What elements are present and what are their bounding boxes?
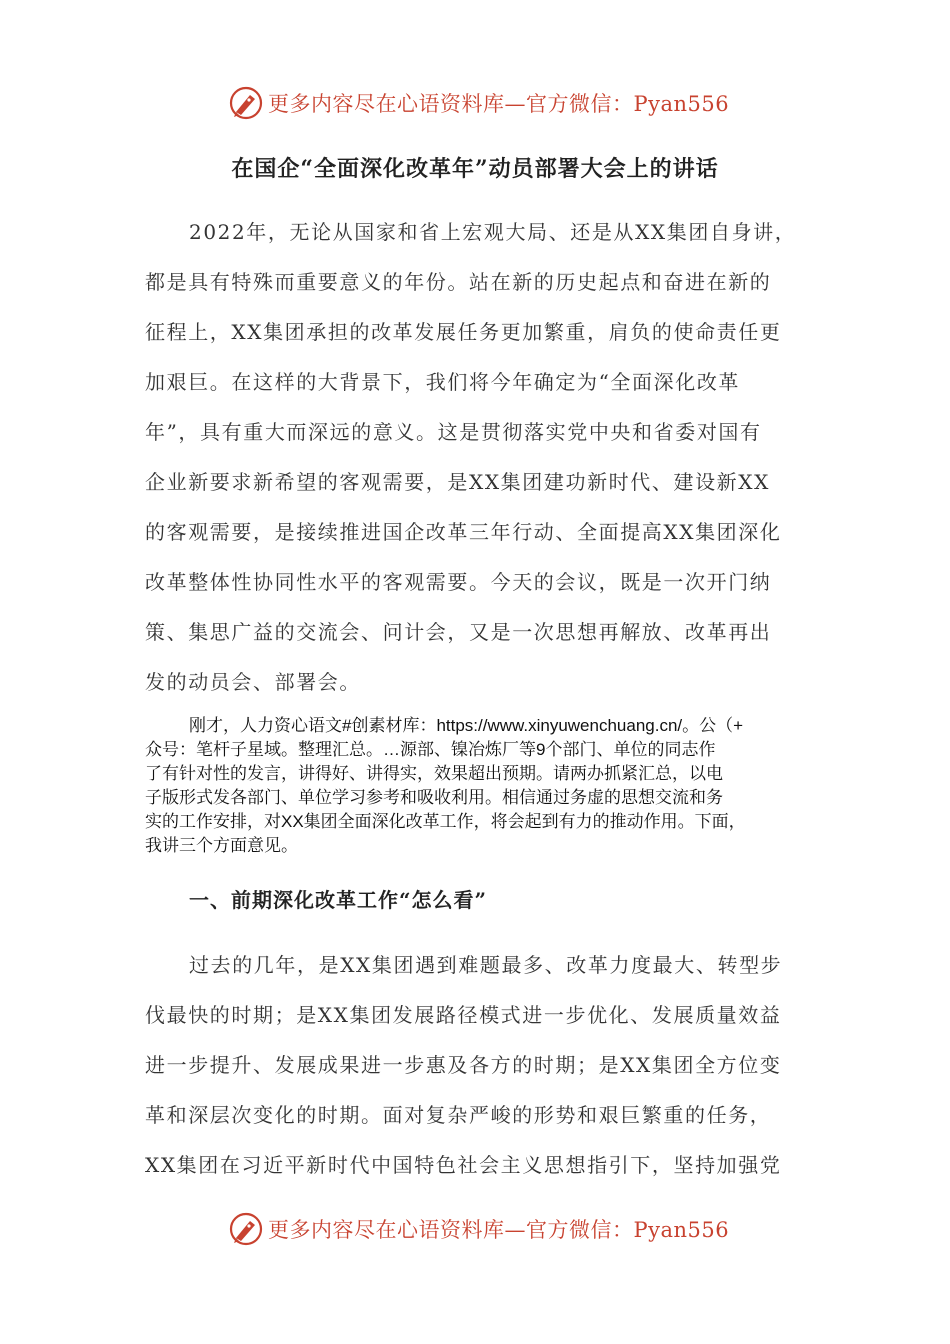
pen-nib-logo-icon	[228, 85, 264, 121]
text-line: 刚才，人力资心语文#创素材库：https://www.xinyuwenchuang.cn/。公（+	[189, 716, 744, 735]
text-line: 都是具有特殊而重要意义的年份。站在新的历史起点和奋进在新的	[145, 270, 772, 294]
pen-nib-logo-icon	[228, 1211, 264, 1247]
text-line: XX集团在习近平新时代中国特色社会主义思想指引下，坚持加强党	[145, 1153, 782, 1177]
text-line: 年”，具有重大而深远的意义。这是贯彻落实党中央和省委对国有	[145, 420, 762, 444]
paragraph-review	[145, 940, 805, 1190]
text-line: 众号：笔杆子星域。整理汇总。…源部、镍冶炼厂等9个部门、单位的同志作	[145, 740, 716, 759]
text-line: 2022年，无论从国家和省上宏观大局、还是从XX集团自身讲，	[189, 220, 797, 244]
text-line: 加艰巨。在这样的大背景下，我们将今年确定为“全面深化改革	[145, 370, 741, 394]
banner-text: 更多内容尽在心语资料库	[268, 92, 505, 116]
text-line: 子版形式发各部门、单位学习参考和吸收利用。相信通过务虚的思想交流和务	[145, 788, 723, 807]
section-heading: 一、前期深化改革工作“怎么看”	[189, 888, 488, 912]
text-line: 的客观需要，是接续推进国企改革三年行动、全面提高XX集团深化	[145, 520, 782, 544]
text-line: 了有针对性的发言，讲得好、讲得实，效果超出预期。请两办抓紧汇总，以电	[145, 764, 723, 783]
text-line: 革和深层次变化的时期。面对复杂严峻的形势和艰巨繁重的任务，	[145, 1103, 772, 1127]
text-line: 发的动员会、部署会。	[145, 670, 361, 694]
document-title: 在国企“全面深化改革年”动员部署大会上的讲话	[231, 156, 719, 182]
banner-contact: 官方微信：Pyan556	[526, 1218, 730, 1242]
text-line: 策、集思广益的交流会、问计会，又是一次思想再解放、改革再出	[145, 620, 772, 644]
text-line: 实的工作安排，对XX集团全面深化改革工作，将会起到有力的推动作用。下面，	[145, 812, 746, 831]
text-line: 征程上，XX集团承担的改革发展任务更加繁重，肩负的使命责任更	[145, 320, 782, 344]
text-line: 过去的几年，是XX集团遇到难题最多、改革力度最大、转型步	[189, 953, 783, 977]
text-line: 进一步提升、发展成果进一步惠及各方的时期；是XX集团全方位变	[145, 1053, 782, 1077]
header-banner	[228, 83, 728, 123]
paragraph-feedback	[145, 714, 815, 858]
banner-contact: 官方微信：Pyan556	[526, 92, 730, 116]
text-line: 我讲三个方面意见。	[145, 836, 298, 855]
banner-text: 更多内容尽在心语资料库	[268, 1218, 505, 1242]
banner-separator: —	[504, 92, 526, 116]
text-line: 企业新要求新希望的客观需要，是XX集团建功新时代、建设新XX	[145, 470, 770, 494]
text-line: 伐最快的时期；是XX集团发展路径模式进一步优化、发展质量效益	[145, 1003, 782, 1027]
banner-separator: —	[504, 1218, 526, 1242]
footer-banner	[228, 1209, 728, 1249]
text-line: 改革整体性协同性水平的客观需要。今天的会议，既是一次开门纳	[145, 570, 772, 594]
paragraph-intro	[145, 207, 805, 707]
